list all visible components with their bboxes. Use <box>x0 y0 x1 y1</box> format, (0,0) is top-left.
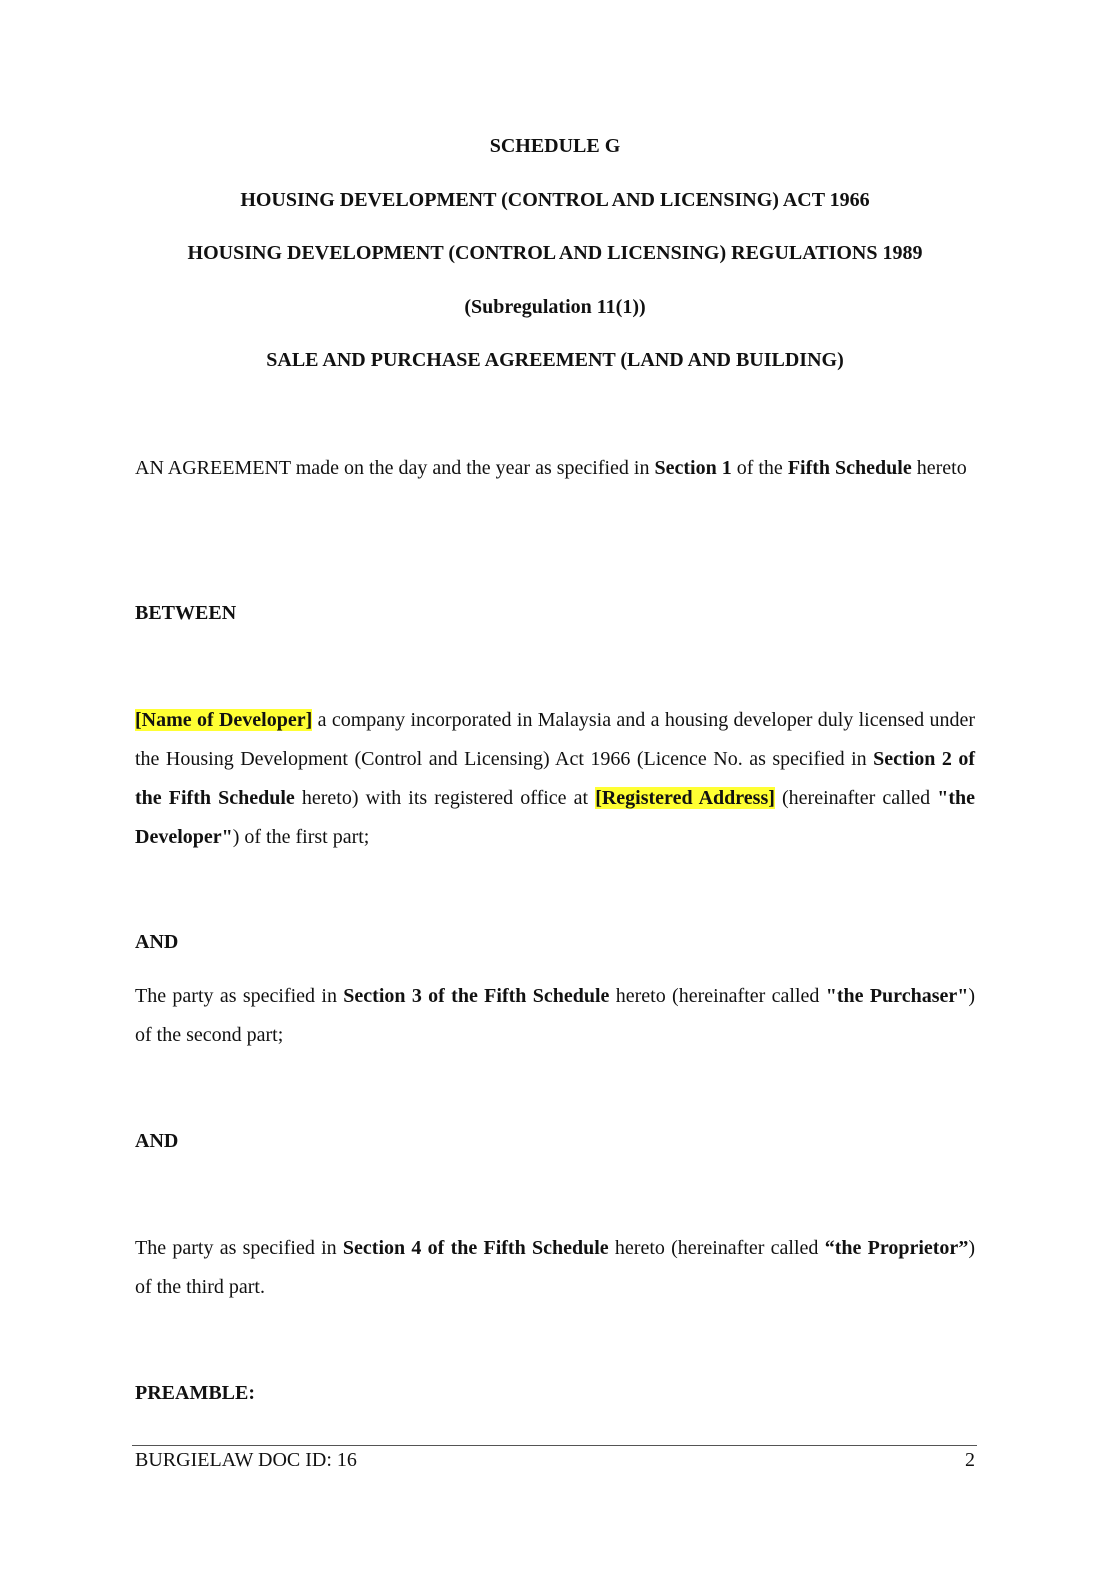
and-heading-1: AND <box>135 931 179 953</box>
between-heading: BETWEEN <box>135 602 237 624</box>
page-number: 2 <box>965 1449 975 1471</box>
bold-text: Fifth Schedule <box>787 457 912 479</box>
text: hereto) with its registered office at <box>294 787 596 809</box>
text: hereto (hereinafter called <box>609 985 826 1007</box>
bold-text: Section 1 <box>654 457 732 479</box>
bold-text: Section 4 of the Fifth Schedule <box>342 1237 609 1259</box>
text: hereto (hereinafter called <box>608 1237 825 1259</box>
text: a company incorporated in Malaysia and a housing developer duly licensed under the Housing Development (Control and Licensing) Act 1966 (Licence No. as specified in <box>135 709 976 770</box>
bold-text: Section 3 of the Fifth Schedule <box>343 985 610 1007</box>
text: (hereinafter called <box>774 787 938 809</box>
subregulation-heading: (Subregulation 11(1)) <box>464 296 646 318</box>
developer-paragraph <box>135 701 975 857</box>
agreement-title: SALE AND PURCHASE AGREEMENT (LAND AND BUILDING) <box>266 349 844 371</box>
footer-rule <box>132 1445 977 1446</box>
text: hereto <box>911 457 967 479</box>
preamble-heading: PREAMBLE: <box>135 1382 255 1404</box>
text: of the <box>731 457 788 479</box>
bold-text: "the Purchaser" <box>825 985 969 1007</box>
bold-text: "the Developer" <box>135 787 976 848</box>
intro-paragraph <box>135 449 975 488</box>
text: The party as specified in <box>135 985 344 1007</box>
schedule-heading: SCHEDULE G <box>489 135 621 157</box>
text: AN AGREEMENT made on the day and the year as specified in <box>135 457 655 479</box>
and-heading-2: AND <box>135 1130 179 1152</box>
regulations-heading: HOUSING DEVELOPMENT (CONTROL AND LICENSING) REGULATIONS 1989 <box>187 242 923 264</box>
text: ) of the first part; <box>232 826 370 848</box>
registered-address-placeholder: [Registered Address] <box>595 787 775 809</box>
bold-text: “the Proprietor” <box>824 1237 969 1259</box>
developer-name-placeholder: [Name of Developer] <box>135 709 313 731</box>
text: The party as specified in <box>135 1237 343 1259</box>
act-heading: HOUSING DEVELOPMENT (CONTROL AND LICENSING) ACT 1966 <box>240 189 870 211</box>
bold-text: Section 2 of the Fifth Schedule <box>135 748 975 809</box>
footer-doc-id: BURGIELAW DOC ID: 16 <box>135 1449 357 1471</box>
purchaser-paragraph <box>135 977 975 1055</box>
text: ) of the third part. <box>135 1237 975 1298</box>
text: ) of the second part; <box>135 985 976 1046</box>
proprietor-paragraph <box>135 1229 975 1307</box>
